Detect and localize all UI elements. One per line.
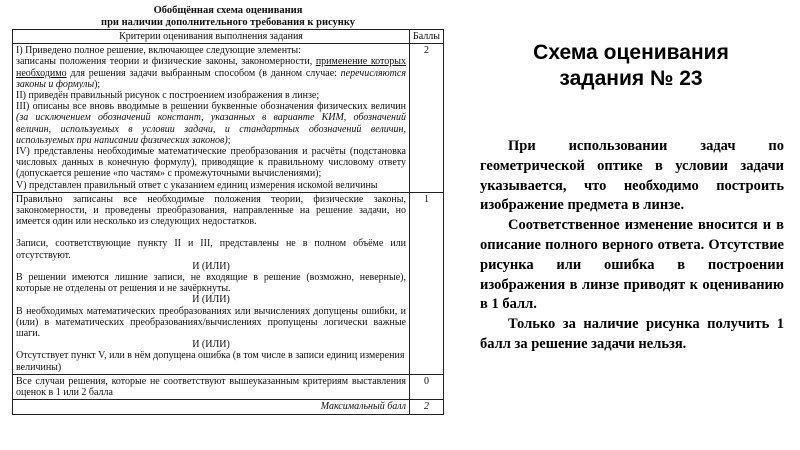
score-cell: 0 [410,374,444,399]
slide-panel [472,0,790,450]
criterion-underlined: применение которых необходимо [16,56,406,79]
or-separator: И (ИЛИ) [192,339,230,351]
max-score-label: Максимальный балл [13,400,410,414]
criteria-cell-partial [13,192,410,374]
criterion-italic: перечисляются законы и формулы [16,67,406,90]
slide-body [480,137,784,355]
criterion-item: II) приведён правильный рисунок с построением изображения в линзе; [16,90,320,102]
document-title-line2: при наличии дополнительного требования к рисунку [101,17,355,28]
or-separator: И (ИЛИ) [192,294,230,306]
criterion-paragraph: Отсутствует пункт V, или в нём допущена ошибка (в том числе в записи единиц измерения величины) [16,350,405,373]
slide-title-line1: Схема оценивания [533,41,729,64]
criteria-header: Критерии оценивания выполнения задания [13,30,410,44]
or-separator: И (ИЛИ) [192,260,230,272]
criterion-italic: (за исключением обозначений констант, указанных в варианте КИМ, обозначений величин, используемых в условии задачи, и стандартных обозначений величин, используемых при написании физических законов) [16,112,406,146]
criterion-text: III) описаны все вновь вводимые в решении буквенные обозначения физических величин [16,101,406,113]
table-row [13,374,444,399]
slide-title-line2: задания № 23 [559,67,703,90]
criterion-paragraph: Правильно записаны все необходимые положения теории, физические законы, закономерности, и проведены преобразования, направленные на решение задачи, но имеется один или несколько из следующих недостатков. [16,193,406,228]
criteria-table [12,29,444,415]
score-cell: 1 [410,192,444,374]
criterion-intro: I) Приведено полное решение, включающее следующие элементы: [16,45,301,57]
max-score-value: 2 [410,400,444,414]
criterion-item [16,101,406,146]
slide-paragraph: Соответственное изменение вносится и в описание полного верного ответа. Отсутствие рисунка или ошибка в построении изображения в линзе приводят к оцениванию в 1 балл. [480,217,784,313]
criterion-paragraph: В решении имеются лишние записи, не входящие в решение (возможно, неверные), которые не отделены от решения и не зачёркнуты. [16,272,406,295]
criteria-cell-full [13,44,410,193]
criterion-text: записаны положения теории и физические законы, закономерности, [16,56,316,68]
table-row [13,400,444,414]
criterion-paragraph: Записи, соответствующие пункту II и III, представлены не в полном объёме или отсутствуют. [16,238,406,261]
criterion-item [16,56,406,90]
criterion-item: IV) представлены необходимые математические преобразования и расчёты (подстановка числовых данных в конечную формулу), приводящие к правильному числовому ответу (допускается решение «по частям» с промежуточными вычислениями); [16,146,406,180]
table-header-row [13,30,444,44]
document-title [12,5,444,29]
slide-paragraph: Только за наличие рисунка получить 1 балл за решение задачи нельзя. [480,316,784,352]
slide-title [472,40,790,92]
criterion-paragraph: В необходимых математических преобразованиях или вычислениях допущены ошибки, и (или) в математических преобразованиях/вычислениях пропущены логически важные шаги. [16,305,406,340]
score-cell: 2 [410,44,444,193]
criterion-text: ; [227,134,231,146]
document-title-line1: Обобщённая схема оценивания [153,5,303,16]
criterion-item: V) представлен правильный ответ с указанием единиц измерения искомой величины [16,179,378,191]
table-row [13,192,444,374]
table-row [13,44,444,193]
criterion-text: ); [94,78,101,90]
criterion-text: для решения задачи выбранным способом (в данном случае: [66,67,341,79]
slide-paragraph: При использовании задач по геометрической оптике в условии задачи указывается, что необходимо построить изображение предмета в линзе. [480,138,784,214]
score-header: Баллы [410,30,444,44]
criteria-cell-zero: Все случаи решения, которые не соответствуют вышеуказанным критериям выставления оценок в 1 или 2 балла [13,374,410,399]
